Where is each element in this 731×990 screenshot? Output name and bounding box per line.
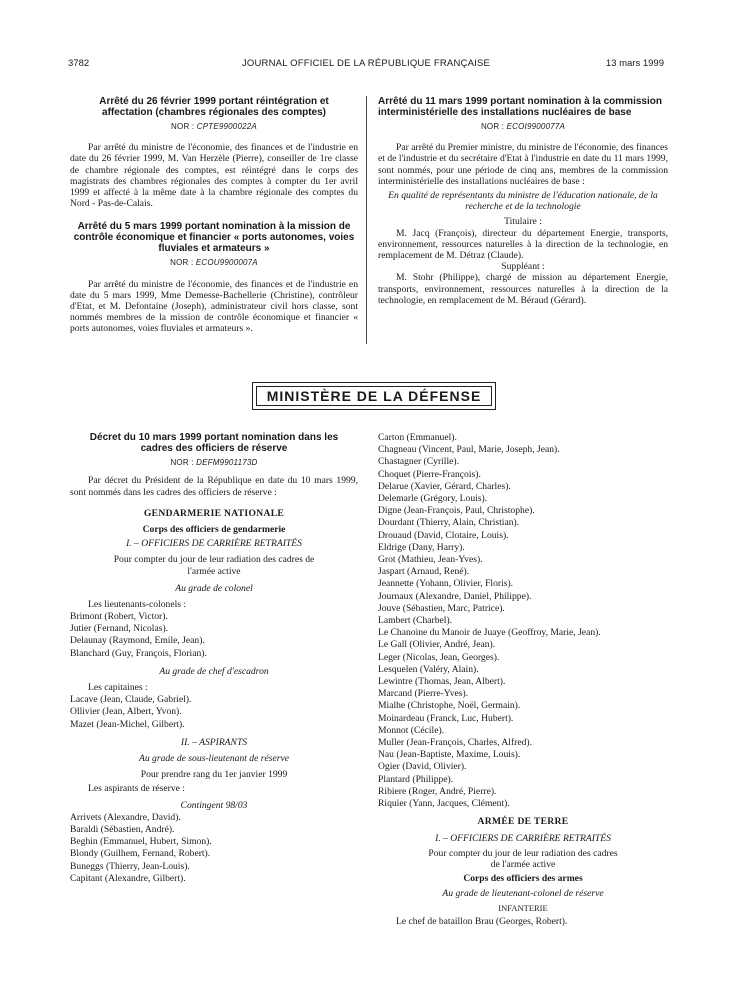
list-item: Grot (Mathieu, Jean-Yves). — [378, 554, 483, 566]
list-item: Delarue (Xavier, Gérard, Charles). — [378, 480, 511, 492]
subsection-heading: II. – ASPIRANTS — [180, 736, 248, 748]
list-item: Le Gall (Olivier, André, Jean). — [378, 639, 496, 651]
list-item: Blondy (Guilhem, Fernand, Robert). — [70, 848, 211, 860]
contingent-heading: Contingent 98/03 — [180, 799, 248, 811]
nor-reference: NOR : CPTE9900022A — [171, 122, 257, 131]
nor-reference: NOR : ECOI9900077A — [480, 122, 566, 131]
list-item: Muller (Jean-François, Charles, Alfred). — [378, 737, 532, 749]
decree-body: Par arrêté du ministre de l'économie, des finances et de l'industrie en date du 26 février 1999, M. Van Herzèle (Pierre), conseiller de 1re classe de chambre régionale des comptes, est réintégré dans le corps des magistrats des chambres régionales des comptes à compter du 1er avril 1999 et affecté à la même date à la chambre régionale des comptes du Nord - Pas-de-Calais. — [70, 142, 358, 210]
list-item: Ribiere (Roger, André, Pierre). — [378, 785, 497, 797]
list-item: Arrivets (Alexandre, David). — [70, 811, 181, 823]
grade-heading: Au grade de sous-lieutenant de réserve — [139, 753, 289, 765]
decree-title: Arrêté du 5 mars 1999 portant nomination à la mission de contrôle économique et financier « ports autonomes, voies fluviales et armateurs » — [73, 221, 355, 255]
top-left-column — [70, 96, 358, 335]
suppleant-label: Suppléant : — [501, 261, 545, 273]
nor-code: ECOU9900007A — [195, 258, 258, 268]
list-item: Ollivier (Jean, Albert, Yvon). — [70, 706, 182, 718]
list-item: Mazet (Jean-Michel, Gilbert). — [70, 718, 185, 730]
list-item: Buneggs (Thierry, Jean-Louis). — [70, 860, 190, 872]
suppleant-text: M. Stohr (Philippe), chargé de mission au département Energie, transports, environnement, ressources naturelles à la direction de la technologie, en remplacement de M. Béraud (Gérard). — [378, 272, 668, 306]
nor-reference: NOR : ECOU9900007A — [170, 258, 258, 268]
list-item: Blanchard (Guy, François, Florian). — [70, 647, 207, 659]
list-item: Chastagner (Cyrille). — [378, 456, 459, 468]
decree-body: Par arrêté du Premier ministre, du ministre de l'économie, des finances et de l'industrie et du secrétaire d'Etat à l'industrie en date du 11 mars 1999, sont nommés, pour une période de cinq ans, membres de la commission interministérielle des installations nucléaires de base : — [378, 142, 668, 187]
decree-title: Arrêté du 11 mars 1999 portant nomination à la commission interministérielle des installations nucléaires de base — [378, 96, 662, 118]
pour-compter: Pour compter du jour de leur radiation des cadres de l'armée active — [113, 554, 315, 578]
top-right-column — [378, 96, 668, 306]
corps-heading: Corps des officiers des armes — [463, 872, 583, 884]
grade-heading: Au grade de colonel — [175, 582, 253, 594]
defense-right-column — [378, 432, 668, 929]
nor-code: CPTE9900022A — [196, 122, 257, 131]
page-number: 3782 — [68, 58, 90, 69]
defense-left-column — [70, 432, 358, 885]
list-item: Riquier (Yann, Jacques, Clément). — [378, 798, 510, 810]
list-item: Nau (Jean-Baptiste, Maxime, Louis). — [378, 749, 521, 761]
grade-heading: Au grade de lieutenant-colonel de réserve — [442, 887, 604, 899]
list-item: Chagneau (Vincent, Paul, Marie, Joseph, Jean). — [378, 444, 560, 456]
list-item: Jouve (Sébastien, Marc, Patrice). — [378, 602, 505, 614]
list-item: Journaux (Alexandre, Daniel, Philippe). — [378, 590, 532, 602]
pour-prendre-rang: Pour prendre rang du 1er janvier 1999 — [140, 769, 288, 781]
list-item: Jaspart (Arnaud, René). — [378, 566, 470, 578]
pour-compter: Pour compter du jour de leur radiation des cadres de l'armée active — [428, 847, 618, 870]
list-item: Choquet (Pierre-François). — [378, 468, 481, 480]
list-item: Marcand (Pierre-Yves). — [378, 688, 469, 700]
list-item: Beghin (Emmanuel, Hubert, Simon). — [70, 836, 212, 848]
name-list — [70, 694, 358, 731]
list-item: Delaunay (Raymond, Emile, Jean). — [70, 635, 205, 647]
list-item: Dourdant (Thierry, Alain, Christian). — [378, 517, 520, 529]
arm-heading: INFANTERIE — [498, 903, 548, 914]
list-item: Monnot (Cécile). — [378, 724, 445, 736]
nor-reference: NOR : DEFM9901173D — [170, 458, 258, 467]
ministry-heading: MINISTÈRE DE LA DÉFENSE — [256, 386, 492, 406]
list-label: Les aspirants de réserve : — [88, 783, 185, 795]
ministry-heading-box — [252, 382, 496, 410]
name-list — [378, 432, 668, 810]
page-header — [68, 58, 664, 72]
list-item: Moinardeau (Franck, Luc, Hubert). — [378, 712, 514, 724]
titulaire-text: M. Jacq (François), directeur du département Energie, transports, environnement, ressources naturelles à la direction de la technologie, en remplacement de M. Détraz (Claude). — [378, 227, 668, 262]
journal-title: JOURNAL OFFICIEL DE LA RÉPUBLIQUE FRANÇAISE — [241, 58, 491, 69]
list-item: Carton (Emmanuel). — [378, 432, 457, 443]
column-divider — [366, 96, 367, 344]
list-item: Jeannette (Yohann, Olivier, Floris). — [378, 578, 514, 590]
list-item: Le chef de bataillon Brau (Georges, Robert). — [396, 916, 568, 928]
list-label: Les capitaines : — [88, 682, 148, 694]
list-item: Eldrige (Dany, Harry). — [378, 541, 465, 553]
list-item: Le Chanoine du Manoir de Juaye (Geoffroy, Marie, Jean). — [378, 627, 601, 639]
list-item: Delemarle (Grégory, Louis). — [378, 493, 488, 505]
section-heading: GENDARMERIE NATIONALE — [143, 507, 285, 519]
list-item: Jutier (Fernand, Nicolas). — [70, 623, 169, 635]
subsection-heading: I. – OFFICIERS DE CARRIÈRE RETRAITÉS — [435, 832, 611, 844]
list-item: Ogier (David, Olivier). — [378, 761, 467, 773]
qualite-heading: En qualité de représentants du ministre de l'éducation nationale, de la recherche et de la technologie — [388, 190, 658, 213]
nor-code: ECOI9900077A — [506, 122, 566, 131]
list-item: Lesquelen (Valéry, Alain). — [378, 663, 479, 675]
section-heading: ARMÉE DE TERRE — [477, 816, 569, 828]
subsection-heading: I. – OFFICIERS DE CARRIÈRE RETRAITÉS — [126, 538, 302, 550]
list-item: Brimont (Robert, Victor). — [70, 611, 168, 623]
list-item: Plantard (Philippe). — [378, 773, 454, 785]
list-item: Lacave (Jean, Claude, Gabriel). — [70, 694, 192, 706]
corps-heading: Corps des officiers de gendarmerie — [142, 523, 286, 535]
issue-date: 13 mars 1999 — [605, 58, 664, 69]
decree-intro: Par décret du Président de la République en date du 10 mars 1999, sont nommés dans les cadres des officiers de réserve : — [70, 475, 358, 499]
list-label: Les lieutenants-colonels : — [88, 598, 187, 610]
decree-title: Décret du 10 mars 1999 portant nomination dans les cadres des officiers de réserve — [89, 432, 339, 454]
list-item: Lambert (Charbel). — [378, 615, 453, 627]
nor-code: DEFM9901173D — [196, 458, 258, 467]
list-item: Lewintre (Thomas, Jean, Albert). — [378, 676, 506, 688]
decree-body: Par arrêté du ministre de l'économie, des finances et de l'industrie en date du 5 mars 1999, Mme Demesse-Bachellerie (Christine), contrôleur d'Etat, et M. Defontaine (Joseph), administrateur civil hors classe, sont nommés membres de la mission de contrôle économique et financier « ports autonomes, voies fluviales et armateurs ». — [70, 278, 358, 335]
titulaire-label: Titulaire : — [504, 216, 542, 228]
grade-heading: Au grade de chef d'escadron — [159, 665, 269, 677]
decree-title: Arrêté du 26 février 1999 portant réintégration et affectation (chambres régionales des comptes) — [99, 96, 329, 118]
list-item: Digne (Jean-François, Paul, Christophe). — [378, 505, 535, 517]
list-item: Leger (Nicolas, Jean, Georges). — [378, 651, 500, 663]
name-list — [70, 812, 358, 885]
list-item: Capitant (Alexandre, Gilbert). — [70, 872, 186, 884]
list-item: Drouaud (David, Clotaire, Louis). — [378, 529, 509, 541]
list-item: Baraldi (Sébastien, André). — [70, 824, 175, 836]
list-item: Mialhe (Christophe, Noël, Germain). — [378, 700, 521, 712]
name-list — [70, 611, 358, 660]
